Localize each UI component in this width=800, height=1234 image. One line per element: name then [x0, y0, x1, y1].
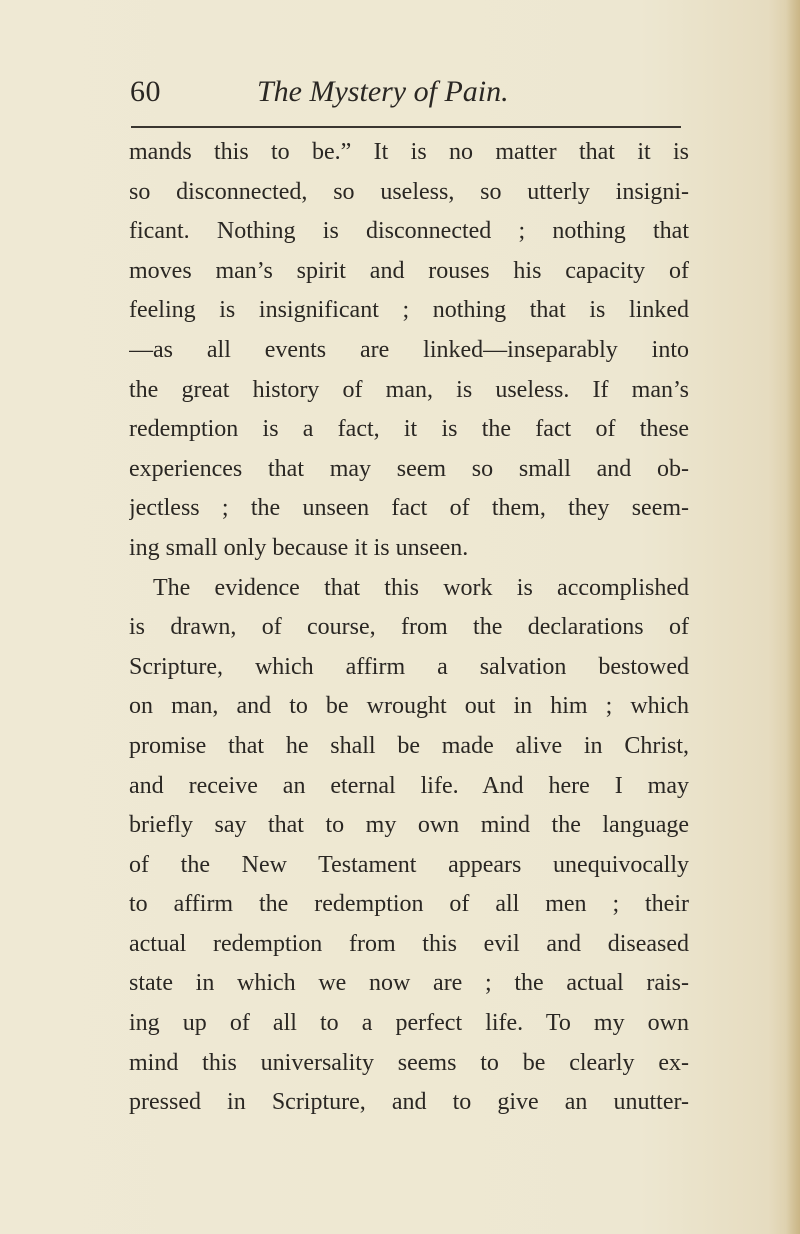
page-number: 60: [130, 75, 161, 108]
text-line: so disconnected, so useless, so utterly insigni-: [129, 178, 689, 205]
text-line: actual redemption from this evil and diseased: [129, 930, 689, 957]
text-line: state in which we now are ; the actual rais-: [129, 970, 689, 997]
text-line: on man, and to be wrought out in him ; which: [129, 693, 689, 720]
text-line: ing up of all to a perfect life. To my own: [129, 1010, 689, 1037]
paragraph-end-line: ing small only because it is unseen.: [129, 534, 469, 561]
text-line: of the New Testament appears unequivocally: [129, 851, 689, 878]
text-line: ficant. Nothing is disconnected ; nothing that: [129, 218, 689, 245]
text-line: briefly say that to my own mind the language: [129, 812, 689, 839]
running-header: [130, 72, 690, 112]
text-line: jectless ; the unseen fact of them, they seem-: [129, 495, 689, 522]
text-line: mind this universality seems to be clearly ex-: [129, 1049, 689, 1076]
text-line: promise that he shall be made alive in Christ,: [129, 732, 689, 759]
text-line: and receive an eternal life. And here I may: [129, 772, 689, 799]
text-line: is drawn, of course, from the declarations of: [129, 614, 689, 641]
body-text: [129, 133, 689, 1123]
text-line: pressed in Scripture, and to give an unutter-: [129, 1089, 689, 1116]
paragraph-start-line: The evidence that this work is accomplished: [153, 574, 689, 601]
text-line: —as all events are linked—inseparably into: [129, 336, 689, 363]
text-line: moves man’s spirit and rouses his capacity of: [129, 257, 689, 284]
running-title: The Mystery of Pain.: [257, 75, 509, 108]
text-line: redemption is a fact, it is the fact of these: [129, 416, 689, 443]
page-edge-shadow: [786, 0, 800, 1234]
text-line: the great history of man, is useless. If man’s: [129, 376, 689, 403]
text-line: experiences that may seem so small and ob-: [129, 455, 689, 482]
text-line: mands this to be.” It is no matter that it is: [129, 139, 689, 165]
text-line: Scripture, which affirm a salvation bestowed: [129, 653, 689, 680]
text-line: feeling is insignificant ; nothing that is linked: [129, 297, 689, 324]
text-line: to affirm the redemption of all men ; their: [129, 891, 689, 918]
header-rule: [131, 126, 681, 128]
